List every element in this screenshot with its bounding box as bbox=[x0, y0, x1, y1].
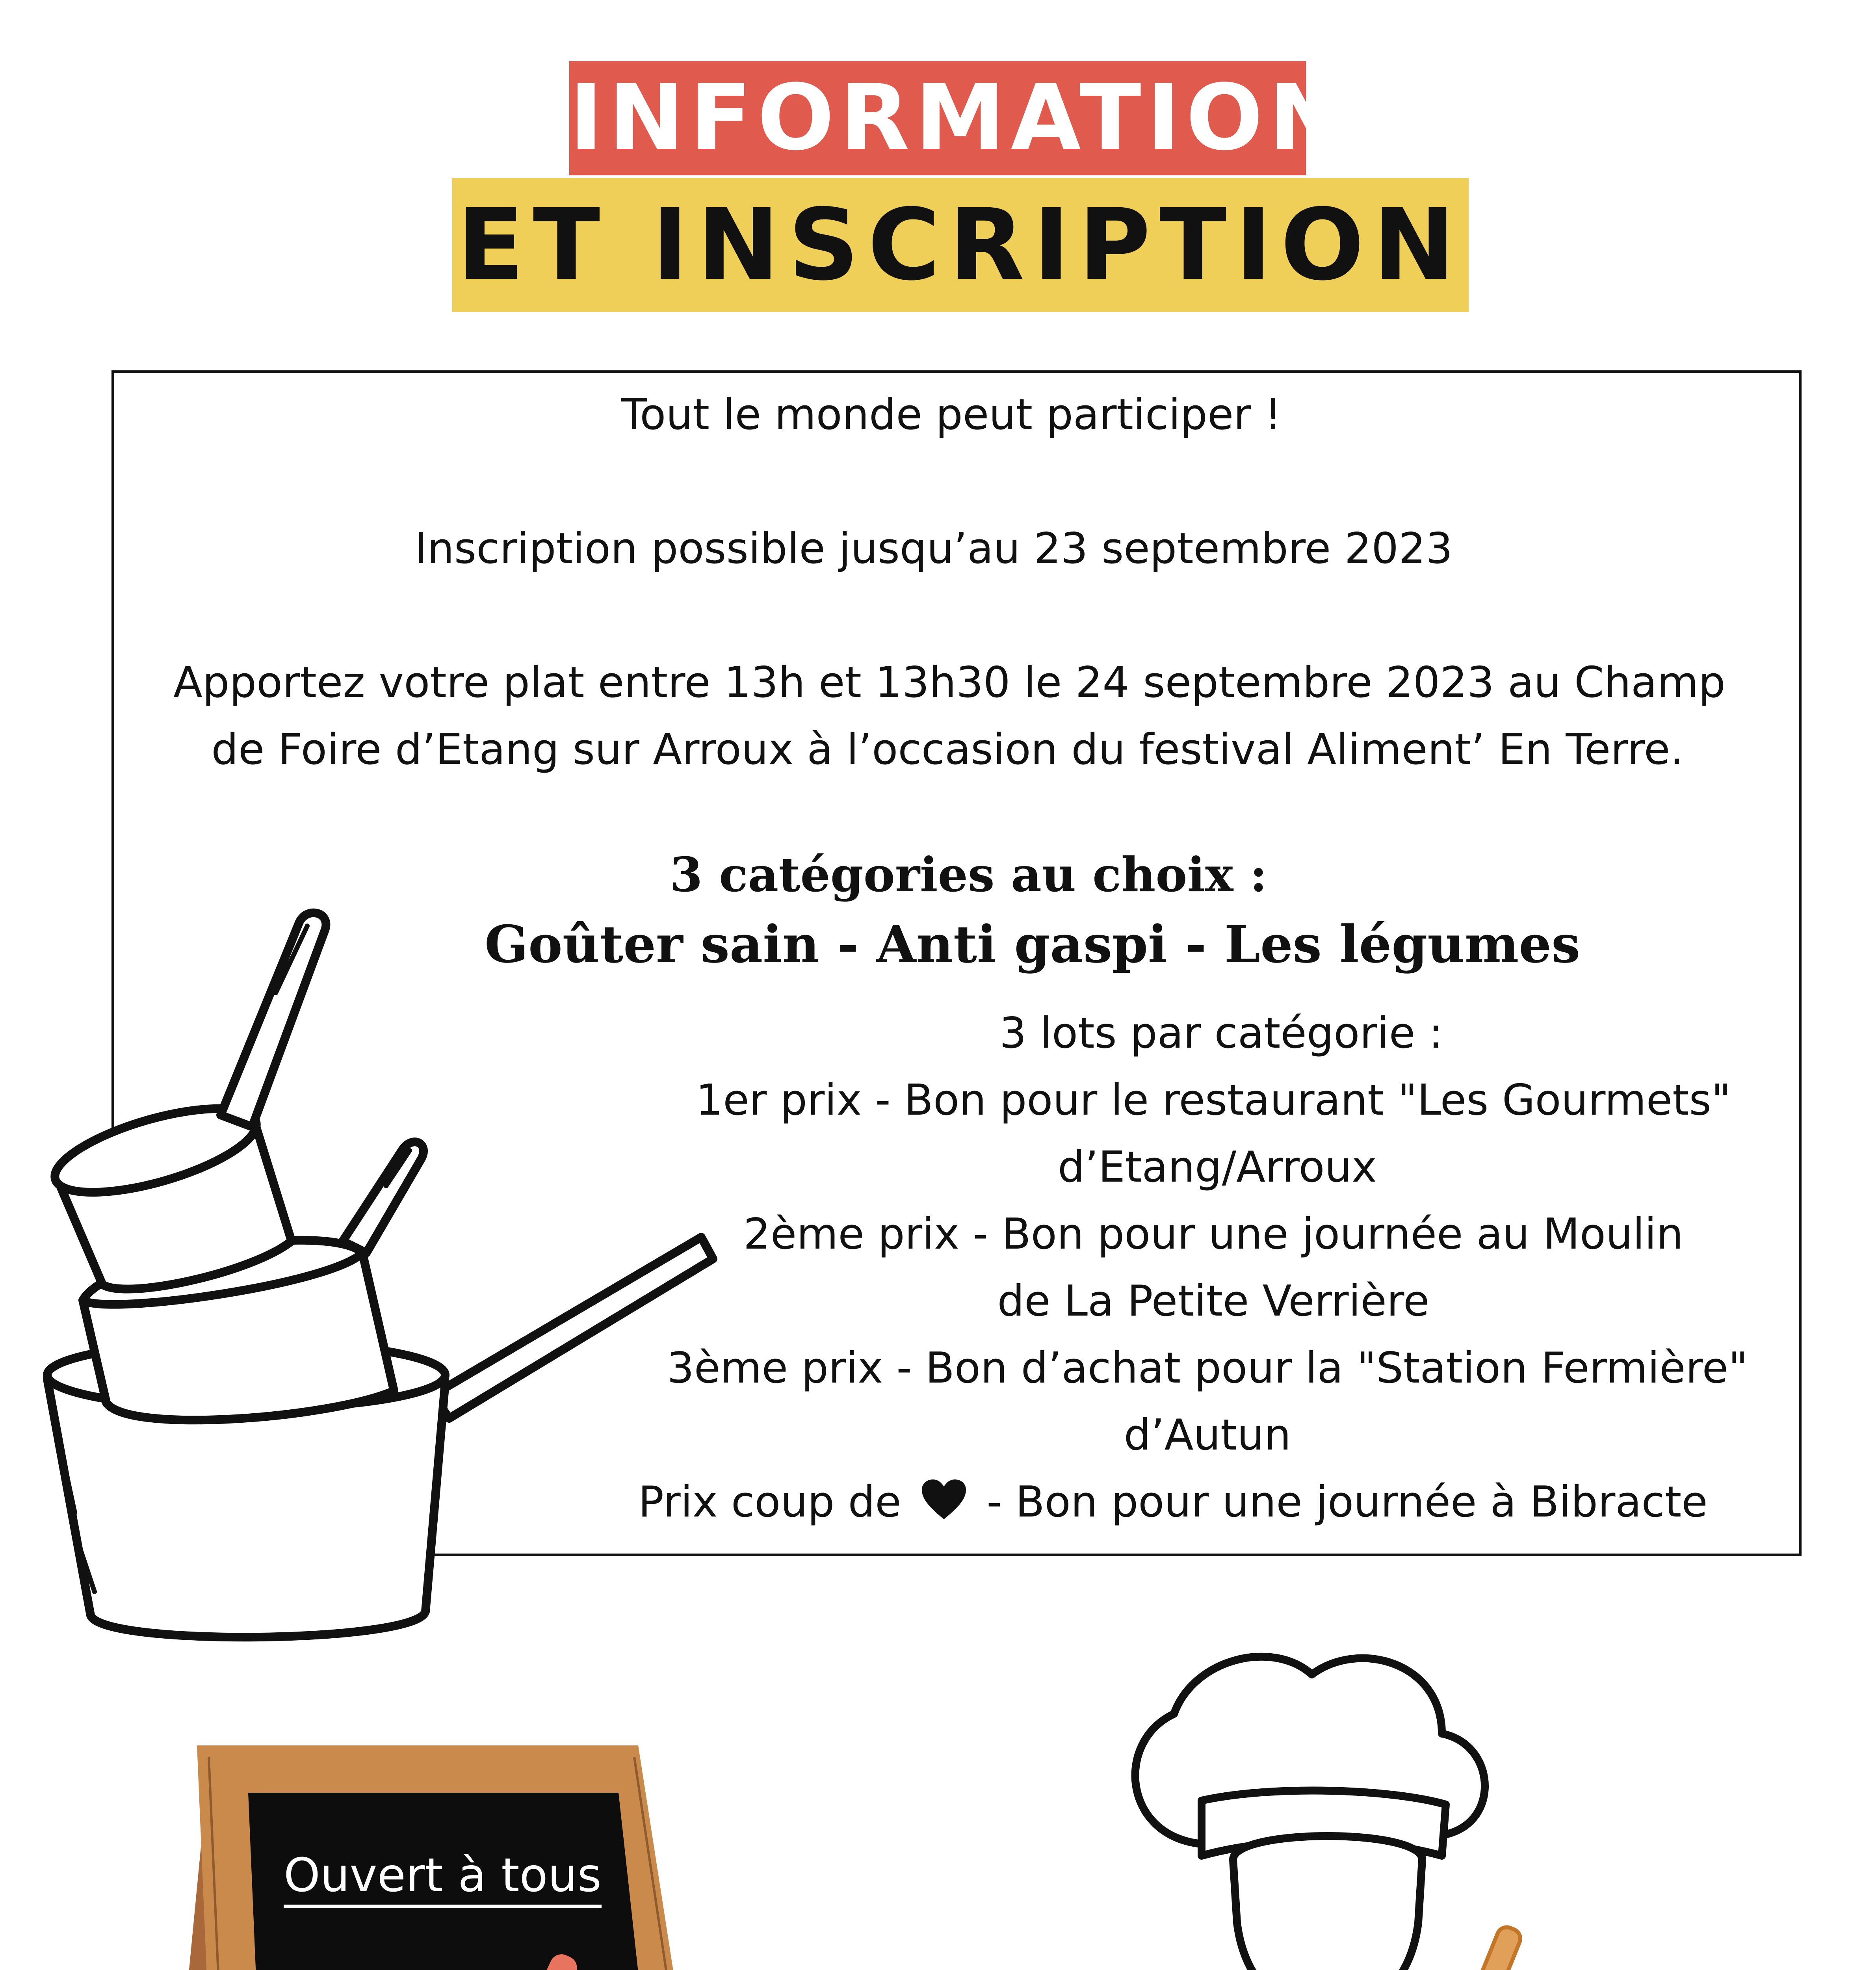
stacked-pots-illustration bbox=[32, 875, 725, 1663]
prize1-line1: 1er prix - Bon pour le restaurant "Les Gourmets" bbox=[696, 1076, 1731, 1125]
info-bring-dish-line1: Apportez votre plat entre 13h et 13h30 le 24 septembre 2023 au Champ bbox=[173, 658, 1726, 707]
info-everyone: Tout le monde peut participer ! bbox=[621, 390, 1282, 439]
chef-illustration bbox=[918, 1615, 1745, 1970]
chalkboard-text bbox=[284, 1848, 602, 1902]
prize-heart-line bbox=[638, 1478, 1781, 1531]
title-et-inscription: ET INSCRIPTION bbox=[452, 178, 1469, 312]
prize-heart-text: - Bon pour une journée à Bibracte bbox=[986, 1478, 1708, 1527]
prize2-line1: 2ème prix - Bon pour une journée au Moulin bbox=[743, 1210, 1683, 1259]
board-open-to-all: Ouvert à tous bbox=[284, 1848, 602, 1908]
lots-title: 3 lots par catégorie : bbox=[999, 1009, 1443, 1058]
categories-list: Goûter sain - Anti gaspi - Les légumes bbox=[485, 914, 1581, 974]
prize2-line2: de La Petite Verrière bbox=[997, 1277, 1430, 1326]
title-informations: INFORMATIONS bbox=[569, 61, 1306, 175]
info-bring-dish-line2: de Foire d’Etang sur Arroux à l’occasion du festival Aliment’ En Terre. bbox=[211, 725, 1684, 774]
prize1-line2: d’Etang/Arroux bbox=[1058, 1143, 1377, 1192]
heart-icon bbox=[920, 1478, 968, 1531]
info-deadline: Inscription possible jusqu’au 23 septembre 2023 bbox=[414, 524, 1453, 573]
categories-title: 3 catégories au choix : bbox=[670, 847, 1267, 903]
prize3-line1: 3ème prix - Bon d’achat pour la "Station Fermière" bbox=[667, 1344, 1748, 1393]
prize3-line2: d’Autun bbox=[1124, 1411, 1291, 1460]
prize-heart-label: Prix coup de bbox=[638, 1478, 901, 1527]
